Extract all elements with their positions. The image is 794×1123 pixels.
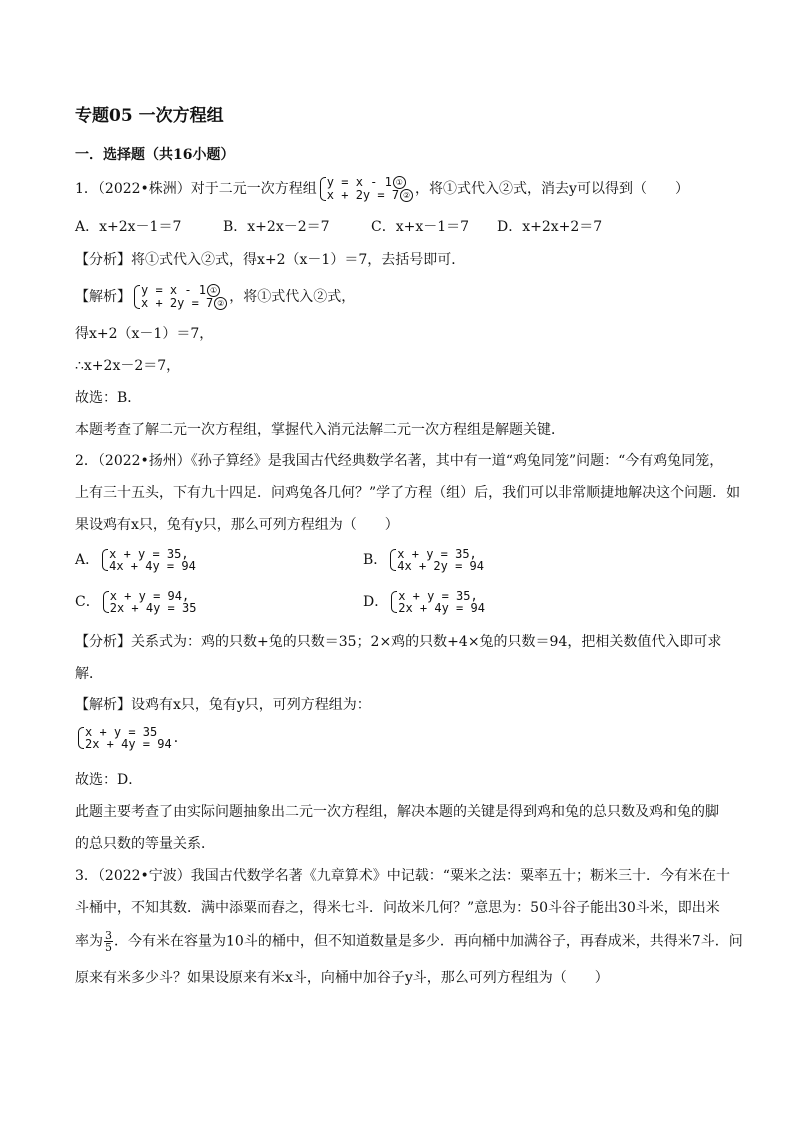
q1-eq1: y = x - 1 ① [327, 176, 413, 189]
q1-solution-label: 【解析】 [75, 289, 131, 305]
q1-solution [75, 284, 355, 310]
q2-solution: 【解析】设鸡有x只，兔有y只，可列方程组为： [75, 697, 371, 713]
q3-stem-line-4: 原来有米多少斗？如果设原来有米x斗，向桶中加谷子y斗，那么可列方程组为（ ） [75, 970, 609, 986]
q1-stem-after: ，将①式代入②式，消去y可以得到（ ） [415, 181, 689, 197]
q3-fraction-denominator: 5 [105, 941, 112, 954]
q2-choice-a [75, 548, 198, 572]
q2-solution-dot: ． [173, 730, 188, 746]
q1-choice-a: A．x+2x－1＝7 [75, 219, 182, 235]
q2-analysis-line-2: 解． [75, 666, 103, 682]
q3-stem-line-3 [75, 930, 743, 953]
q2-comment-line-1: 此题主要考查了由实际问题抽象出二元一次方程组，解决本题的关键是得到鸡和兔的总只数及鸡和兔的脚 [75, 804, 719, 820]
mark-two: ② [400, 189, 413, 202]
q3-stem-after-fraction: ．今有米在容量为10斗的桶中，但不知道数量是多少．再向桶中加满谷子，再舂成米，共得米7斗．问 [114, 933, 743, 950]
q3-stem-before-fraction: 率为 [75, 933, 103, 950]
mark-one: ① [207, 284, 220, 297]
q2-choice-c-label: C． [75, 594, 100, 610]
q2-choice-c-system: x + y = 94, 2x + 4y = 35 [102, 590, 197, 614]
q2-comment-line-2: 的总只数的等量关系． [75, 836, 215, 852]
q1-choice-d: D．x+2x+2＝7 [497, 219, 603, 235]
q2-solution-system-line [75, 726, 188, 750]
q1-equation-system [319, 176, 413, 202]
q1-answer: 故选：B． [75, 390, 142, 406]
q3-fraction-numerator: 3 [105, 929, 112, 942]
q2-choice-c [75, 590, 198, 614]
q1-choice-c: C．x+x－1＝7 [371, 219, 470, 235]
q2-stem-line-1: 2．（2022•扬州）《孙子算经》是我国古代经典数学名著，其中有一道“鸡兔同笼”问题：“今有鸡兔同笼， [75, 453, 724, 469]
q1-analysis: 【分析】将①式代入②式，得x+2（x－1）＝7，去括号即可． [75, 252, 466, 268]
q1-sol-eq1: y = x - 1 ① [141, 284, 227, 297]
q1-choice-b: B．x+2x－2＝7 [223, 219, 330, 235]
q2-stem-line-3: 果设鸡有x只，兔有y只，那么可列方程组为（ ） [75, 517, 399, 533]
q3-fraction [104, 930, 113, 953]
q2-analysis-line-1: 【分析】关系式为：鸡的只数+兔的只数＝35；2×鸡的只数+4×兔的只数＝94，把相关数值代入即可求 [75, 634, 722, 650]
q2-choice-a-label: A． [75, 552, 100, 568]
q3-stem-line-1: 3．（2022•宁波）我国古代数学名著《九章算术》中记载：“粟米之法：粟率五十；粝米三十．今有米在十 [75, 868, 730, 884]
q2-stem-line-2: 上有三十五头，下有九十四足．问鸡兔各几何？”学了方程（组）后，我们可以非常顺捷地解决这个问题．如 [75, 485, 741, 501]
q2-choice-d [363, 590, 487, 614]
q1-comment: 本题考查了解二元一次方程组，掌握代入消元法解二元一次方程组是解题关键． [75, 422, 565, 438]
q2-choice-b [363, 548, 486, 572]
mark-two: ② [214, 297, 227, 310]
q2-solution-system: x + y = 35 2x + 4y = 94 [77, 726, 172, 750]
q2-choice-d-label: D． [363, 594, 389, 610]
q2-choice-d-system: x + y = 35, 2x + 4y = 94 [390, 590, 485, 614]
q2-choice-b-system: x + y = 35, 4x + 2y = 94 [389, 548, 484, 572]
q2-choice-a-system: x + y = 35, 4x + 4y = 94 [101, 548, 196, 572]
q1-solution-after: ，将①式代入②式， [229, 289, 356, 305]
page-title: 专题05 一次方程组 [75, 106, 224, 126]
mark-one: ① [393, 176, 406, 189]
section-heading: 一．选择题（共16小题） [75, 147, 235, 163]
q1-sol-eq2: x + 2y = 7 ② [141, 297, 227, 310]
q1-step-1: 得x+2（x－1）＝7， [75, 326, 214, 342]
q1-eq2: x + 2y = 7 ② [327, 189, 413, 202]
q2-answer: 故选：D． [75, 772, 143, 788]
q1-stem [75, 176, 689, 202]
q1-step-2: ∴x+2x－2＝7， [75, 358, 181, 374]
q3-stem-line-2: 斗桶中，不知其数．满中添粟而舂之，得米七斗．问故米几何？”意思为：50斗谷子能出30斗米，即出米 [75, 900, 720, 916]
q1-solution-system [133, 284, 227, 310]
q2-choice-b-label: B． [363, 552, 388, 568]
q1-stem-before: 1．（2022•株洲）对于二元一次方程组 [75, 181, 317, 197]
